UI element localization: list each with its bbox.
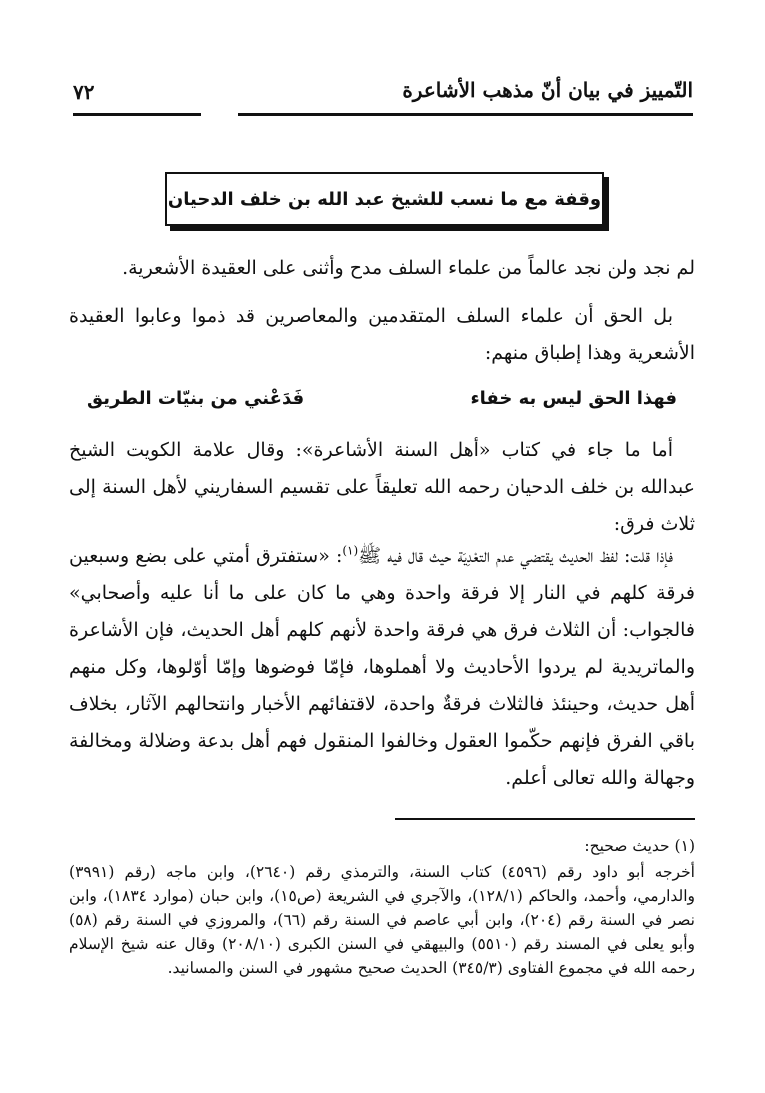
footnote-heading: (١) حديث صحيح:: [584, 837, 695, 855]
paragraph-4-start: فإذا قلت: لفظ الحديث يقتضي عدم التعْدِيَة حيث قال فيه ﷺ: [358, 545, 673, 567]
paragraph-4-rest: : «ستفترق أمتي على بضع وسبعين فرقة كلهم في النار إلا فرقة واحدة وهي ما كان على ما أنا عليه وأصحابي» فالجواب: أن الثلاث فرق هي فرقة واحدة لأنهم كلهم أهل الحديث، فإن الأشاعرة والماتريدية لم يردوا الأحاديث ولا أهملوها، فإمّا فوضوها وإمّا أوّلوها، وكل منهم أهل حديث، وحينئذ فالثلاث فرقةٌ واحدة، لاقتفائهم الأخبار وانتحالهم الآثار، بخلاف باقي الفرق فإنهم حكّموا العقول وخالفوا المنقول فهم أهل بدعة وضلالة ومخالفة وجهالة والله تعالى أعلم.: [69, 545, 695, 789]
footnote-reference[interactable]: (١): [342, 543, 359, 558]
section-title: وقفة مع ما نسب للشيخ عبد الله بن خلف الدحيان: [167, 188, 602, 210]
footnote-text: أخرجه أبو داود رقم (٤٥٩٦) كتاب السنة، والترمذي رقم (٢٦٤٠)، وابن ماجه (رقم (٣٩٩١) والدارمي، وأحمد، والحاكم (١٢٨/١)، والآجري في الشريعة (ص١٥)، وابن حبان (موارد ١٨٣٤)، وابن نصر في السنة رقم (٢٠٤)، وابن أبي عاصم في السنة رقم (٦٦)، والمروزي في السنة رقم (٥٨) وأبو يعلى في المسند رقم (٥٥١٠) والبيهقي في السنن الكبرى (٢٠٨/١٠) وقال عنه شيخ الإسلام رحمه الله في مجموع الفتاوى (٣٤٥/٣) الحديث صحيح مشهور في السنن والمسانيد.: [69, 863, 696, 977]
section-heading-box: [165, 172, 604, 226]
header-rule: [238, 113, 693, 116]
paragraph-1: لم نجد ولن نجد عالماً من علماء السلف مدح وأثنى على العقيدة الأشعرية.: [122, 257, 695, 279]
header-rule-short: [73, 113, 201, 116]
verse-second-hemistich: فَدَعْني من بنيّات الطريق: [87, 388, 305, 409]
paragraph-4: [69, 538, 695, 797]
paragraph-3: أما ما جاء في كتاب «أهل السنة الأشاعرة»: وقال علامة الكويت الشيخ عبدالله بن خلف الدحيان رحمه الله تعليقاً على تقسيم السفاريني لأهل السنة إلى ثلاث فرق:: [69, 439, 695, 535]
page-number: ٧٢: [73, 80, 95, 104]
footnote-separator: [395, 818, 695, 820]
verse-first-hemistich: فهذا الحق ليس به خفاء: [470, 388, 677, 409]
poetry-verse: [69, 382, 695, 418]
running-title: التّمييز في بيان أنّ مذهب الأشاعرة: [402, 78, 693, 102]
running-header: [73, 74, 693, 114]
footnotes: [69, 834, 695, 980]
paragraph-2: بل الحق أن علماء السلف المتقدمين والمعاصرين قد ذموا وعابوا العقيدة الأشعرية وهذا إطباق منهم:: [69, 305, 695, 364]
